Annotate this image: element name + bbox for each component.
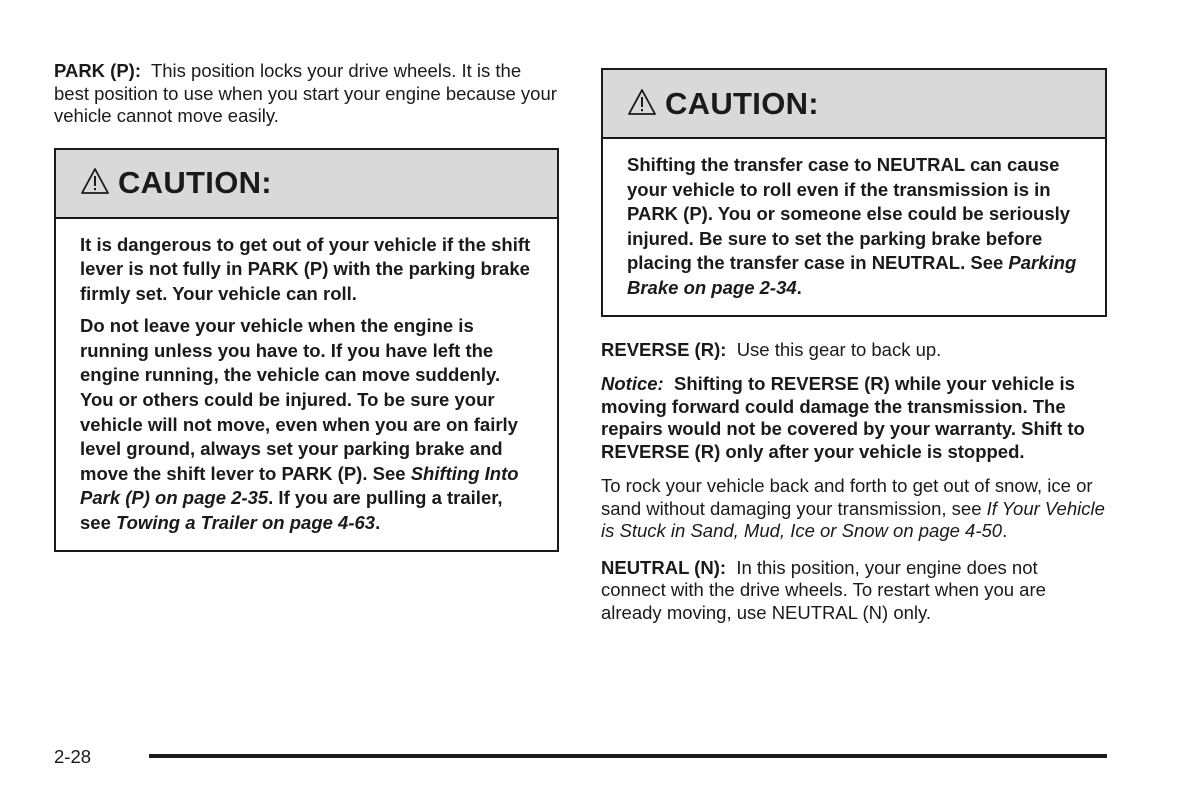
caution-header [603,70,1105,139]
caution-text: Shifting the transfer case to NEUTRAL can cause your vehicle to roll even if the transmission is in PARK (P). You or someone else could be seriously injured. Be sure to set the parking brake before placing the transfer case in NEUTRAL. See [627,154,1071,274]
caution-box-shift-lever [54,148,559,552]
caution-paragraph [627,153,1083,301]
caution-paragraph-1: It is dangerous to get out of your vehicle if the shift lever is not fully in PARK (P) with the parking brake firmly set. Your vehicle can roll. [80,233,531,304]
rock-end: . [1002,520,1008,542]
footer-rule [149,754,1107,758]
link-shifting-into-park[interactable]: Shifting Into Park (P) on page 2-35 [80,462,519,509]
neutral-label: NEUTRAL (N): [601,556,727,578]
rock-text: To rock your vehicle back and forth to get out of snow, ice or sand without damaging your transmission, see [601,475,1093,519]
link-parking-brake[interactable]: Parking Brake on page 2-34 [627,252,1077,298]
notice-text: Shifting to REVERSE (R) while your vehicle is moving forward could damage the transmission. The repairs would not be covered by your warranty. Shift to REVERSE (R) only after your vehicle is stopped. [601,373,1085,462]
caution-box-transfer-case [601,68,1107,317]
warning-triangle-icon [627,88,657,116]
link-towing-a-trailer[interactable]: Towing a Trailer on page 4-63 [116,512,376,534]
park-label: PARK (P): [54,60,142,81]
caution-p2-text: Do not leave your vehicle when the engine is running unless you have to. If you have left the engine running, the vehicle can move suddenly. You or others could be injured. To be sure your vehicle will not move, even when you are on fairly level ground, always set your parking brake and move the shift lever to PARK (P). See [80,315,518,484]
reverse-paragraph [601,339,1107,362]
caution-end: . [796,276,802,298]
warning-triangle-icon [80,167,110,195]
neutral-text: In this position, your engine does not connect with the drive wheels. To restart when you are already moving, use NEUTRAL (N) only. [601,556,1046,623]
caution-p2-end: . [375,512,381,534]
caution-body [603,139,1105,315]
page-number: 2-28 [54,746,92,767]
park-text: This position locks your drive wheels. It is the best position to use when you start your engine because your vehicle cannot move easily. [54,60,557,126]
caution-title: CAUTION: [118,165,272,200]
caution-header [56,150,557,219]
caution-title: CAUTION: [665,85,819,121]
caution-paragraph-2 [80,314,535,535]
left-column [54,60,559,552]
notice-label: Notice: [601,373,664,395]
link-vehicle-stuck[interactable]: If Your Vehicle is Stuck in Sand, Mud, Ice or Snow on page 4-50 [601,497,1105,542]
caution-body [56,219,557,550]
reverse-text: Use this gear to back up. [736,338,942,360]
rock-paragraph [601,475,1107,543]
caution-p2-mid: . If you are pulling a trailer, see [80,487,503,534]
right-column [601,68,1107,624]
park-paragraph [54,60,559,128]
neutral-paragraph [601,557,1107,625]
notice-paragraph [601,373,1107,463]
reverse-label: REVERSE (R): [601,338,727,360]
